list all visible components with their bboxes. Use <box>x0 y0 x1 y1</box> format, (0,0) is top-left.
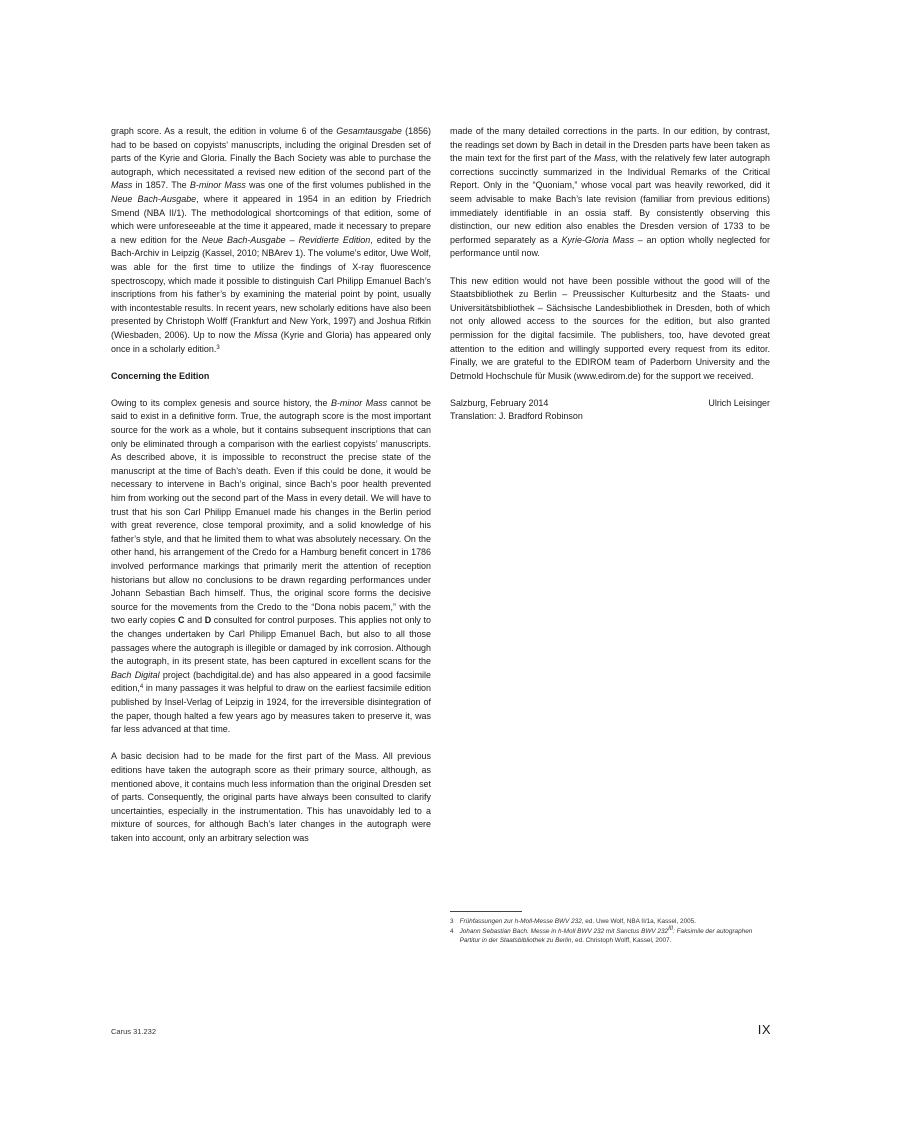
footnote-text: Johann Sebastian Bach. Messe in h-Moll BWV 232 mit Sanctus BWV $232^{III}$: Faksimile der autographen Partitur in der Staatsbibliothek zu Berlin, ed. Christoph Wolff, Kassel, 2007. <box>459 926 753 944</box>
place-date: Salzburg, February 2014 <box>450 397 549 408</box>
section-heading: Concerning the Edition <box>111 370 210 381</box>
author-name: Ulrich Leisinger <box>708 397 770 408</box>
footnotes <box>450 911 770 946</box>
catalog-number: Carus 31.232 <box>111 1027 157 1036</box>
right-text-column <box>450 125 770 424</box>
paragraph-dresden-parts: made of the many detailed corrections in the parts. In our edition, by contrast, the readings set down by Bach in detail in the Dresden parts have been taken as the main text for the first part of the Mass, with the relatively few later autograph corrections succinctly summarized in the Individual Remarks of the Critical Report. Only in the “Quoniam,” whose vocal part was heavily reworked, did it seem advisable to make Bach’s late revision (familiar from previous editions) immediately identifiable in an ossia staff. By consistently observing this distinction, our new edition also enables the Dresden version of 1733 to be performed separately as a Kyrie-Gloria Mass – an option wholly neglected for performance until now. <box>450 126 771 259</box>
footnote-divider <box>450 911 522 912</box>
paragraph-edition-history: graph score. As a result, the edition in volume 6 of the Gesamtausgabe (1856) had to be based on copyists’ manuscripts, including the original Dresden set of parts of the Kyrie and Gloria. Finally the Bach Society was able to purchase the autograph, which necessitated a revised new edition of the second part of the Mass in 1857. The B-minor Mass was one of the first volumes published in the Neue Bach-Ausgabe, where it appeared in 1954 in an edition by Friedrich Smend (NBA II/1). The methodological shortcomings of that edition, some of which were unforeseeable at the time it appeared, made it necessary to prepare a new edition for the Neue Bach-Ausgabe – Revidierte Edition, edited by the Bach-Archiv in Leipzig (Kassel, 2010; NBArev 1). The volume’s editor, Uwe Wolf, was able for the first time to utilize the findings of X-ray fluorescence spectroscopy, which made it possible to distinguish Carl Philipp Emanuel Bach’s inscriptions from his father’s by examining the material point by point, usually with incontestable results. In recent years, new scholarly editions have also been presented by Christoph Wolff (Frankfurt and New York, 1997) and Joshua Rifkin (Wiesbaden, 2006). Up to now the Missa (Kyrie and Gloria) has appeared only once in a scholarly edition.$^3$ <box>111 126 432 354</box>
page-number: IX <box>757 1022 771 1037</box>
paragraph-complex-genesis: Owing to its complex genesis and source history, the B-minor Mass cannot be said to exist in a definitive form. True, the autograph score is the most important source for the work as a whole, but it contains subsequent inscriptions that can only be eliminated through a comparison with the earliest copyists’ manuscripts. As described above, it is impossible to reconstruct the precise state of the manuscript at the time of Bach’s death. Even if this could be done, it would be necessary to intervene in Bach’s original, since Bach’s poor health prevented him from working out the second part of the Mass in every detail. We will have to trust that his son Carl Philipp Emanuel made his changes in the Berlin period with great reverence, close temporal proximity, and a solid knowledge of his father’s style, and that he limited them to what was absolutely necessary. On the other hand, his arrangement of the Credo for a Hamburg benefit concert in 1786 involved performance markings that primarily merit the attention of reception historians but allow no conclusions to be drawn regarding performances under Johann Sebastian Bach himself. Thus, the original score forms the decisive source for the movements from the Credo to the “Dona nobis pacem,” with the two early copies C and D consulted for control purposes. This applies not only to the changes undertaken by Carl Philipp Emanuel Bach, but also to all those passages where the autograph is illegible or damaged by ink corrosion. Although the autograph, in its present state, has been captured in excellent scans for the Bach Digital project (bachdigital.de) and has also appeared in a good facsimile edition,$^4$ in many passages it was helpful to draw on the earliest facsimile edition published by Insel-Verlag of Leipzig in 1924, for the irreversible disintegration of the paper, though halted a few years ago by measures taken to preserve it, was far less advanced at that time. <box>111 397 432 735</box>
paragraph-basic-decision: A basic decision had to be made for the first part of the Mass. All previous editions have taken the autograph score as their primary source, although, as mentioned above, it contains much less information than the original Dresden set of parts. Consequently, the original parts have always been consulted to clarify uncertainties, especially in the instrumentation. This has unavoidably led to a mixture of sources, for although Bach’s later changes in the autograph were taken into account, only an arbitrary selection was <box>111 751 431 843</box>
left-text-column <box>111 125 431 845</box>
footnote-3 <box>450 917 770 926</box>
footnote-4 <box>450 927 770 945</box>
paragraph-acknowledgements: This new edition would not have been possible without the good will of the Staatsbibliothek zu Berlin – Preussischer Kulturbesitz and the Staats- und Universitätsbibliothek – Sächsische Landesbibliothek in Dresden, both of which not only allowed access to the sources for the edition, but also granted permission for the digital facsimile. The publishers, too, have devoted great attention to the edition and willingly supported every request from its editor. Finally, we are grateful to the EDIROM team of Paderborn University and the Detmold Hochschule für Musik (www.edirom.de) for the support we received. <box>450 275 770 381</box>
footnote-number: 4 <box>450 928 454 935</box>
signature-line <box>450 397 770 411</box>
translation-credit: Translation: J. Bradford Robinson <box>450 411 583 422</box>
footnote-text: Frühfassungen zur h-Moll-Messe BWV 232, ed. Uwe Wolf, NBA II/1a, Kassel, 2005. <box>459 918 697 925</box>
footnote-number: 3 <box>450 918 454 925</box>
